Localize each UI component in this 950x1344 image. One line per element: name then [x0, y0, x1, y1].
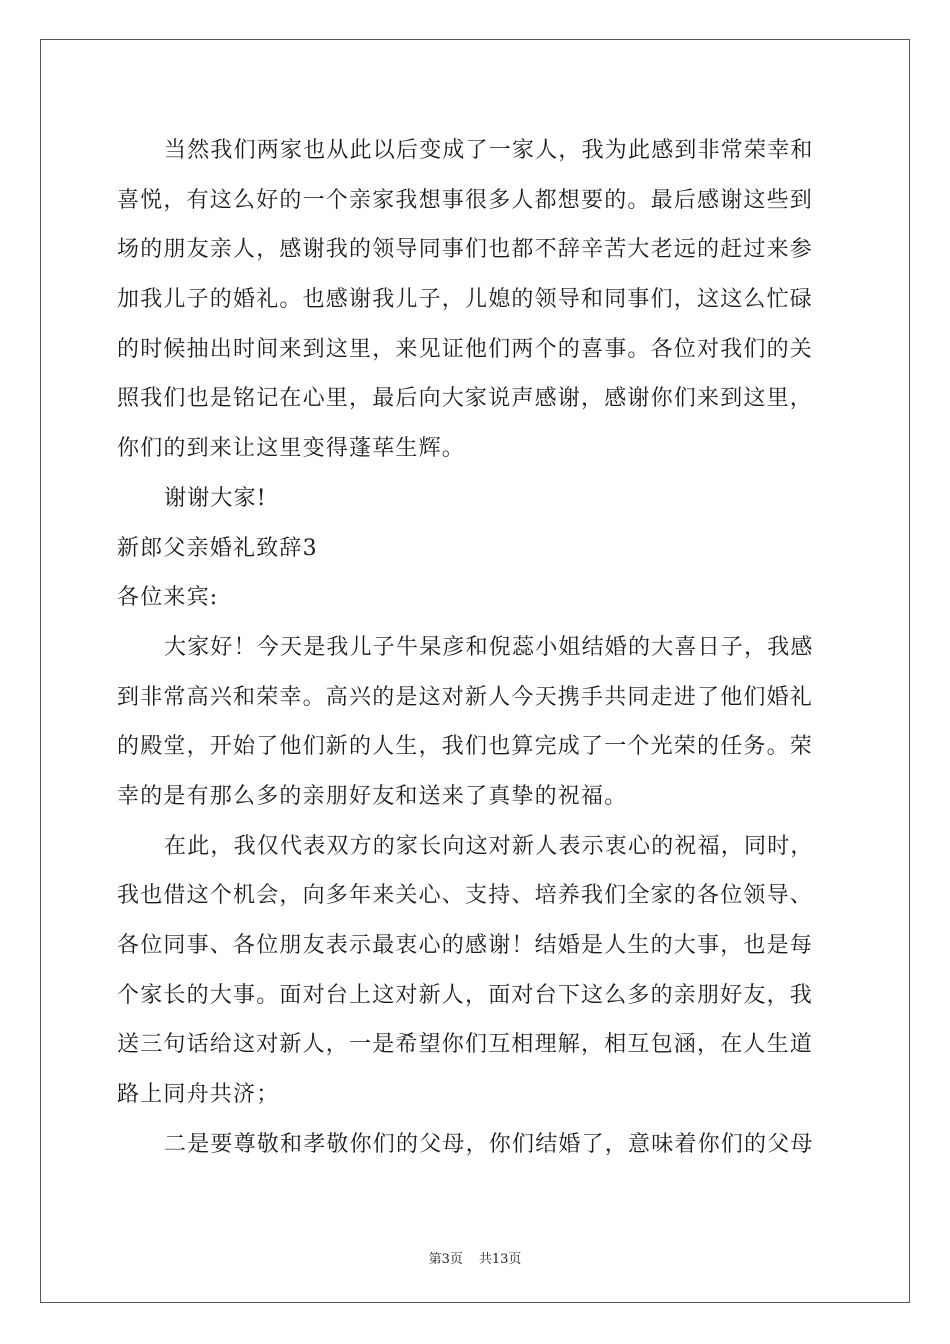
- text-line: 的殿堂，开始了他们新的人生，我们也算完成了一个光荣的任务。荣: [117, 734, 814, 760]
- text-line: 照我们也是铭记在心里，最后向大家说声感谢，感谢你们来到这里，: [117, 386, 814, 412]
- text-line: 在此，我仅代表双方的家长向这对新人表示衷心的祝福，同时，: [164, 833, 814, 859]
- text-line: 我也借这个机会，向多年来关心、支持、培养我们全家的各位领导、: [117, 883, 814, 909]
- text-line: 当然我们两家也从此以后变成了一家人，我为此感到非常荣幸和: [164, 138, 814, 163]
- text-line: 幸的是有那么多的亲朋好友和送来了真挚的祝福。: [117, 783, 628, 809]
- salutation: 各位来宾:: [117, 585, 219, 611]
- text-line: 你们的到来让这里变得蓬荜生辉。: [117, 436, 466, 462]
- page-number: 第3页: [428, 1252, 463, 1267]
- text-line: 路上同舟共济；: [117, 1082, 280, 1108]
- text-line: 场的朋友亲人，感谢我的领导同事们也都不辞辛苦大老远的赶过来参: [117, 237, 814, 263]
- text-line: 二是要尊敬和孝敬你们的父母，你们结婚了，意味着你们的父母: [164, 1131, 814, 1157]
- page-total: 共13页: [478, 1252, 522, 1267]
- text-line: 大家好！今天是我儿子牛杲彦和倪蕊小姐结婚的大喜日子，我感: [164, 634, 814, 660]
- document-body: [117, 126, 835, 1169]
- text-line: 各位同事、各位朋友表示最衷心的感谢！结婚是人生的大事，也是每: [117, 933, 814, 958]
- text-line: 到非常高兴和荣幸。高兴的是这对新人今天携手共同走进了他们婚礼: [117, 684, 814, 710]
- text-line: 送三句话给这对新人，一是希望你们互相理解，相互包涵，在人生道: [117, 1032, 814, 1058]
- text-line: 加我儿子的婚礼。也感谢我儿子，儿媳的领导和同事们，这这么忙碌: [117, 287, 814, 313]
- page-footer: [0, 1248, 950, 1267]
- section-heading: 新郎父亲婚礼致辞3: [117, 535, 318, 561]
- text-line: 喜悦，有这么好的一个亲家我想事很多人都想要的。最后感谢这些到: [117, 187, 814, 213]
- text-line: 的时候抽出时间来到这里，来见证他们两个的喜事。各位对我们的关: [117, 336, 814, 362]
- text-line: 个家长的大事。面对台上这对新人，面对台下这么多的亲朋好友，我: [117, 982, 814, 1008]
- text-line: 谢谢大家!: [164, 485, 267, 511]
